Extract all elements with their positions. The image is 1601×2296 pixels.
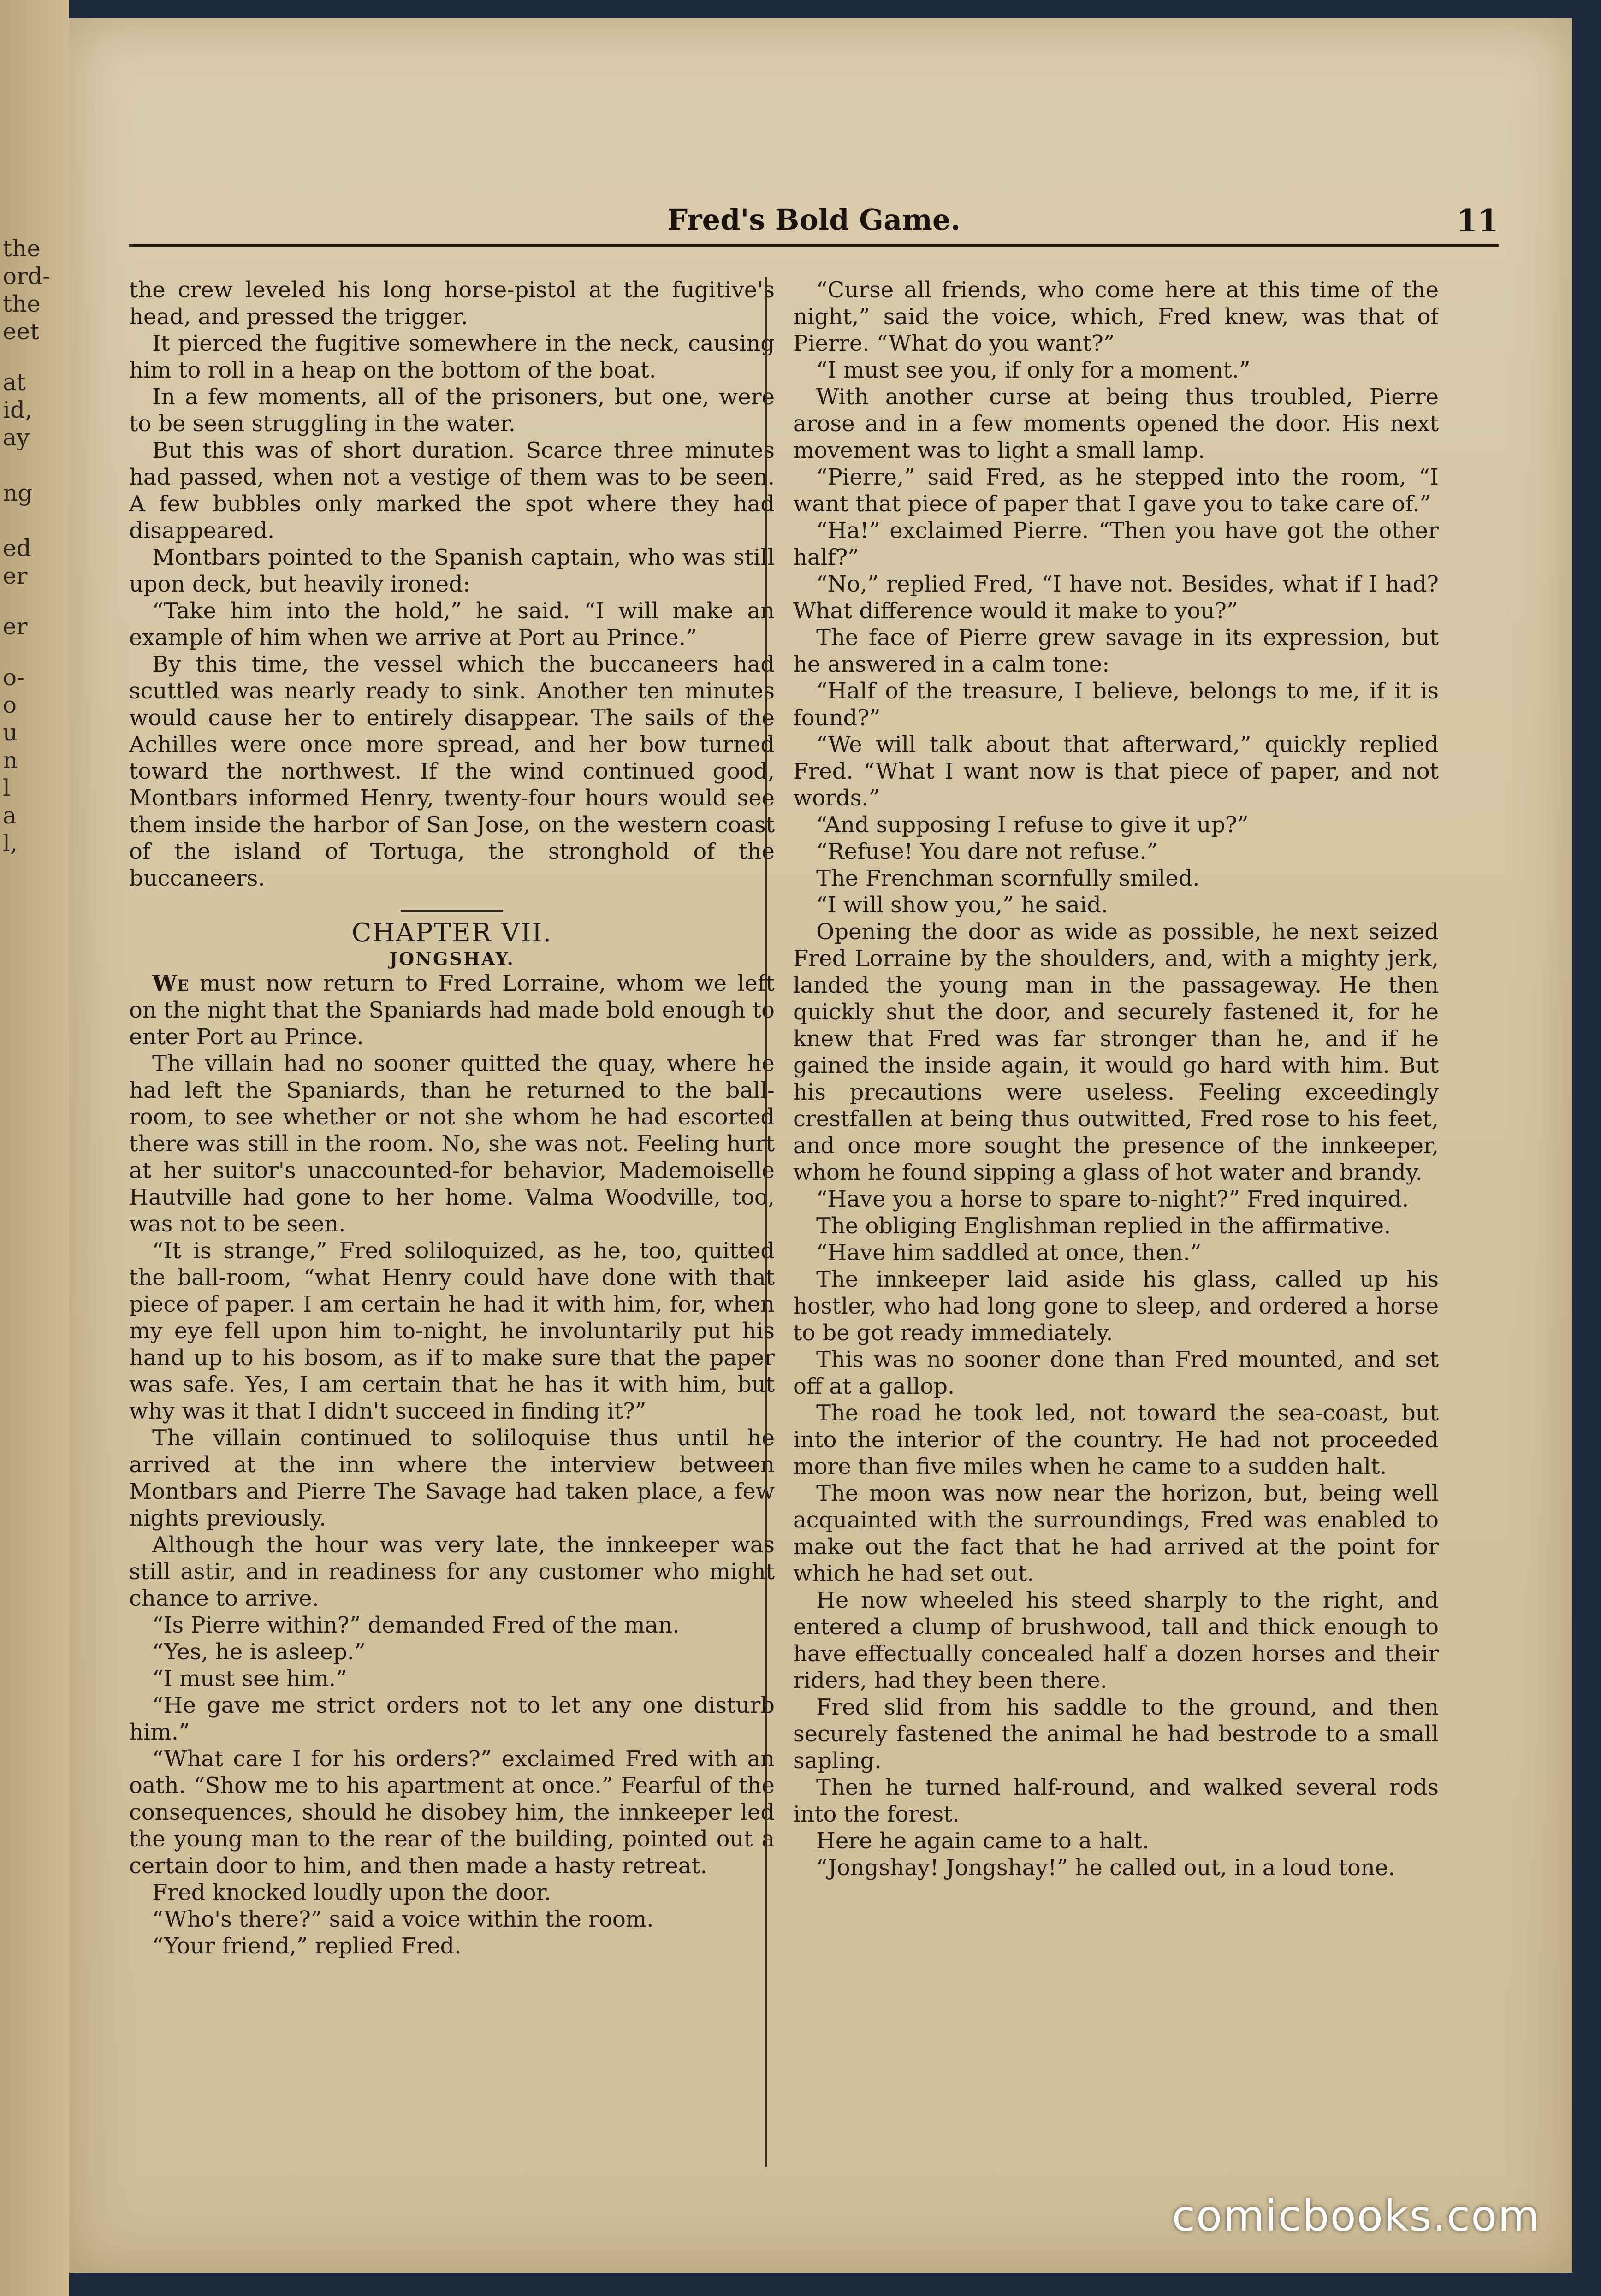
prev-page-fragment: er: [3, 562, 28, 589]
prev-page-fragment: l,: [3, 830, 18, 857]
prev-page-fragment: ed: [3, 535, 31, 562]
paragraph: “We will talk about that afterward,” quickly replied Fred. “What I want now is that piece of paper, and not words.”: [793, 732, 1439, 811]
paragraph: The face of Pierre grew savage in its expression, but he answered in a calm tone:: [793, 625, 1439, 677]
prev-page-fragment: ord-: [3, 263, 50, 290]
paragraph: “Take him into the hold,” he said. “I will make an example of him when we arrive at Port au Prince.”: [129, 598, 775, 651]
paragraph: “I will show you,” he said.: [816, 892, 1109, 918]
paragraph: The villain continued to soliloquise thus until he arrived at the inn where the interview between Montbars and Pierre The Savage had taken place, a few nights previously.: [129, 1425, 775, 1531]
header-rule: [129, 244, 1499, 247]
prev-page-fragment: a: [3, 802, 17, 829]
chapter-heading: [129, 910, 775, 970]
paragraph: “Yes, he is asleep.”: [152, 1639, 366, 1665]
paragraph: “No,” replied Fred, “I have not. Besides, what if I had? What difference would it make to you?”: [793, 571, 1439, 624]
book-page: [69, 18, 1572, 2273]
paragraph: “Have you a horse to spare to-night?” Fred inquired.: [816, 1186, 1409, 1212]
paragraph: The road he took led, not toward the sea-coast, but into the interior of the country. He had not proceeded more than five miles when he came to a sudden halt.: [793, 1400, 1439, 1479]
left-column: [129, 277, 775, 2213]
paragraph: The obliging Englishman replied in the affirmative.: [816, 1213, 1391, 1239]
paragraph: “I must see you, if only for a moment.”: [816, 357, 1251, 383]
paragraph: “And supposing I refuse to give it up?”: [816, 812, 1249, 838]
paragraph: “Is Pierre within?” demanded Fred of the man.: [152, 1612, 680, 1638]
paragraph: By this time, the vessel which the buccaneers had scuttled was nearly ready to sink. Another ten minutes would cause her to entirely disappear. The sails of the Achilles were once more spread, and her bow turned toward the northwest. If the wind continued good, Montbars informed Henry, twenty-four hours would see them inside the harbor of San Jose, on the western coast of the island of Tortuga, the stronghold of the buccaneers.: [129, 651, 775, 891]
paragraph: “Who's there?” said a voice within the room.: [152, 1906, 654, 1932]
prev-page-fragment: at: [3, 369, 26, 396]
chapter-title: CHAPTER VII.: [351, 918, 552, 948]
prev-page-fragment: ay: [3, 424, 30, 451]
paragraph: “What care I for his orders?” exclaimed Fred with an oath. “Show me to his apartment at once.” Fearful of the consequences, should he disobey him, the innkeeper led the young man to the rear of the building, pointed out a certain door to him, and then made a hasty retreat.: [129, 1746, 775, 1879]
paragraph: “Your friend,” replied Fred.: [152, 1933, 462, 1959]
paragraph: “Have him saddled at once, then.”: [816, 1240, 1202, 1266]
chapter-first-word: We: [152, 970, 189, 996]
paragraph: Fred knocked loudly upon the door.: [152, 1880, 551, 1905]
paragraph: The moon was now near the horizon, but, being well acquainted with the surroundings, Fred was enabled to make out the fact that he had arrived at the point for which he had set out.: [793, 1480, 1439, 1586]
paragraph: He now wheeled his steed sharply to the right, and entered a clump of brushwood, tall and thick enough to have effectually concealed half a dozen horses and their riders, had they been there.: [793, 1587, 1439, 1693]
paragraph: Here he again came to a halt.: [816, 1828, 1150, 1854]
chapter-separator: [401, 910, 503, 912]
paragraph: “Half of the treasure, I believe, belongs to me, if it is found?”: [793, 678, 1439, 731]
paragraph: “It is strange,” Fred soliloquized, as he, too, quitted the ball-room, “what Henry could have done with that piece of paper. I am certain he had it with him, for, when my eye fell upon him to-night, he involuntarily put his hand up to his bosom, as if to make sure that the paper was safe. Yes, I am certain that he has it with him, but why was it that I didn't succeed in finding it?”: [129, 1238, 775, 1424]
paragraph: The innkeeper laid aside his glass, called up his hostler, who had long gone to sleep, and ordered a horse to be got ready immediately.: [793, 1266, 1439, 1346]
running-header: [129, 203, 1499, 254]
paragraph: “Pierre,” said Fred, as he stepped into the room, “I want that piece of paper that I gave you to take care of.”: [793, 464, 1439, 517]
prev-page-fragment: l: [3, 775, 10, 801]
paragraph: Although the hour was very late, the innkeeper was still astir, and in readiness for any customer who might chance to arrive.: [129, 1532, 775, 1611]
paragraph-text: must now return to Fred Lorraine, whom we left on the night that the Spaniards had made bold enough to enter Port au Prince.: [129, 970, 775, 1050]
prev-page-fragment: u: [3, 719, 18, 746]
right-column: [793, 277, 1439, 2213]
paragraph: Montbars pointed to the Spanish captain, who was still upon deck, but heavily ironed:: [129, 544, 775, 597]
paragraph: Fred slid from his saddle to the ground, and then securely fastened the animal he had bestrode to a small sapling.: [793, 1694, 1439, 1774]
prev-page-fragment: the: [3, 290, 41, 317]
prev-page-fragment: id,: [3, 396, 32, 423]
paragraph: This was no sooner done than Fred mounted, and set off at a gallop.: [793, 1347, 1439, 1399]
prev-page-fragment: eet: [3, 318, 40, 345]
paragraph: “Jongshay! Jongshay!” he called out, in a loud tone.: [816, 1855, 1395, 1881]
paragraph: Then he turned half-round, and walked several rods into the forest.: [793, 1775, 1439, 1827]
paragraph: In a few moments, all of the prisoners, but one, were to be seen struggling in the water.: [129, 384, 775, 437]
prev-page-fragment: er: [3, 613, 28, 640]
watermark: comicbooks.com: [1172, 2191, 1540, 2241]
paragraph: the crew leveled his long horse-pistol at the fugitive's head, and pressed the trigger.: [129, 277, 775, 330]
paragraph: But this was of short duration. Scarce three minutes had passed, when not a vestige of them was to be seen. A few bubbles only marked the spot where they had disappeared.: [129, 438, 775, 544]
paragraph: Opening the door as wide as possible, he next seized Fred Lorraine by the shoulders, and, with a mighty jerk, landed the young man in the passageway. He then quickly shut the door, and securely fastened it, for he knew that Fred was far stronger than he, and if he gained the inside again, it would go hard with him. But his precautions were useless. Feeling exceedingly crestfallen at being thus outwitted, Fred rose to his feet, and once more sought the presence of the innkeeper, whom he found sipping a glass of hot water and brandy.: [793, 919, 1439, 1185]
prev-page-fragment: the: [3, 235, 41, 262]
prev-page-fragment: o: [3, 692, 17, 718]
paragraph: “Refuse! You dare not refuse.”: [816, 839, 1158, 864]
paragraph: “He gave me strict orders not to let any one disturb him.”: [129, 1692, 775, 1745]
paragraph: “Ha!” exclaimed Pierre. “Then you have got the other half?”: [793, 518, 1439, 570]
paragraph: With another curse at being thus troubled, Pierre arose and in a few moments opened the door. His next movement was to light a small lamp.: [793, 384, 1439, 463]
prev-page-fragment: n: [3, 747, 18, 774]
running-title: Fred's Bold Game.: [667, 203, 961, 237]
prev-page-fragment: ng: [3, 479, 33, 506]
column-divider: [765, 277, 767, 2167]
chapter-subtitle: JONGSHAY.: [389, 948, 515, 969]
paragraph: “I must see him.”: [152, 1666, 347, 1692]
paragraph: The Frenchman scornfully smiled.: [816, 865, 1200, 891]
paragraph: [129, 970, 775, 1050]
previous-page-edge: [0, 0, 69, 2296]
paragraph: “Curse all friends, who come here at this time of the night,” said the voice, which, Fred knew, was that of Pierre. “What do you want?”: [793, 277, 1439, 356]
paragraph: It pierced the fugitive somewhere in the neck, causing him to roll in a heap on the bottom of the boat.: [129, 331, 775, 383]
prev-page-fragment: o-: [3, 664, 24, 691]
paragraph: The villain had no sooner quitted the quay, where he had left the Spaniards, than he returned to the ball-room, to see whether or not she whom he had escorted there was still in the room. No, she was not. Feeling hurt at her suitor's unaccounted-for behavior, Mademoiselle Hautville had gone to her home. Valma Woodville, too, was not to be seen.: [129, 1051, 775, 1237]
page-number: 11: [1456, 203, 1499, 239]
